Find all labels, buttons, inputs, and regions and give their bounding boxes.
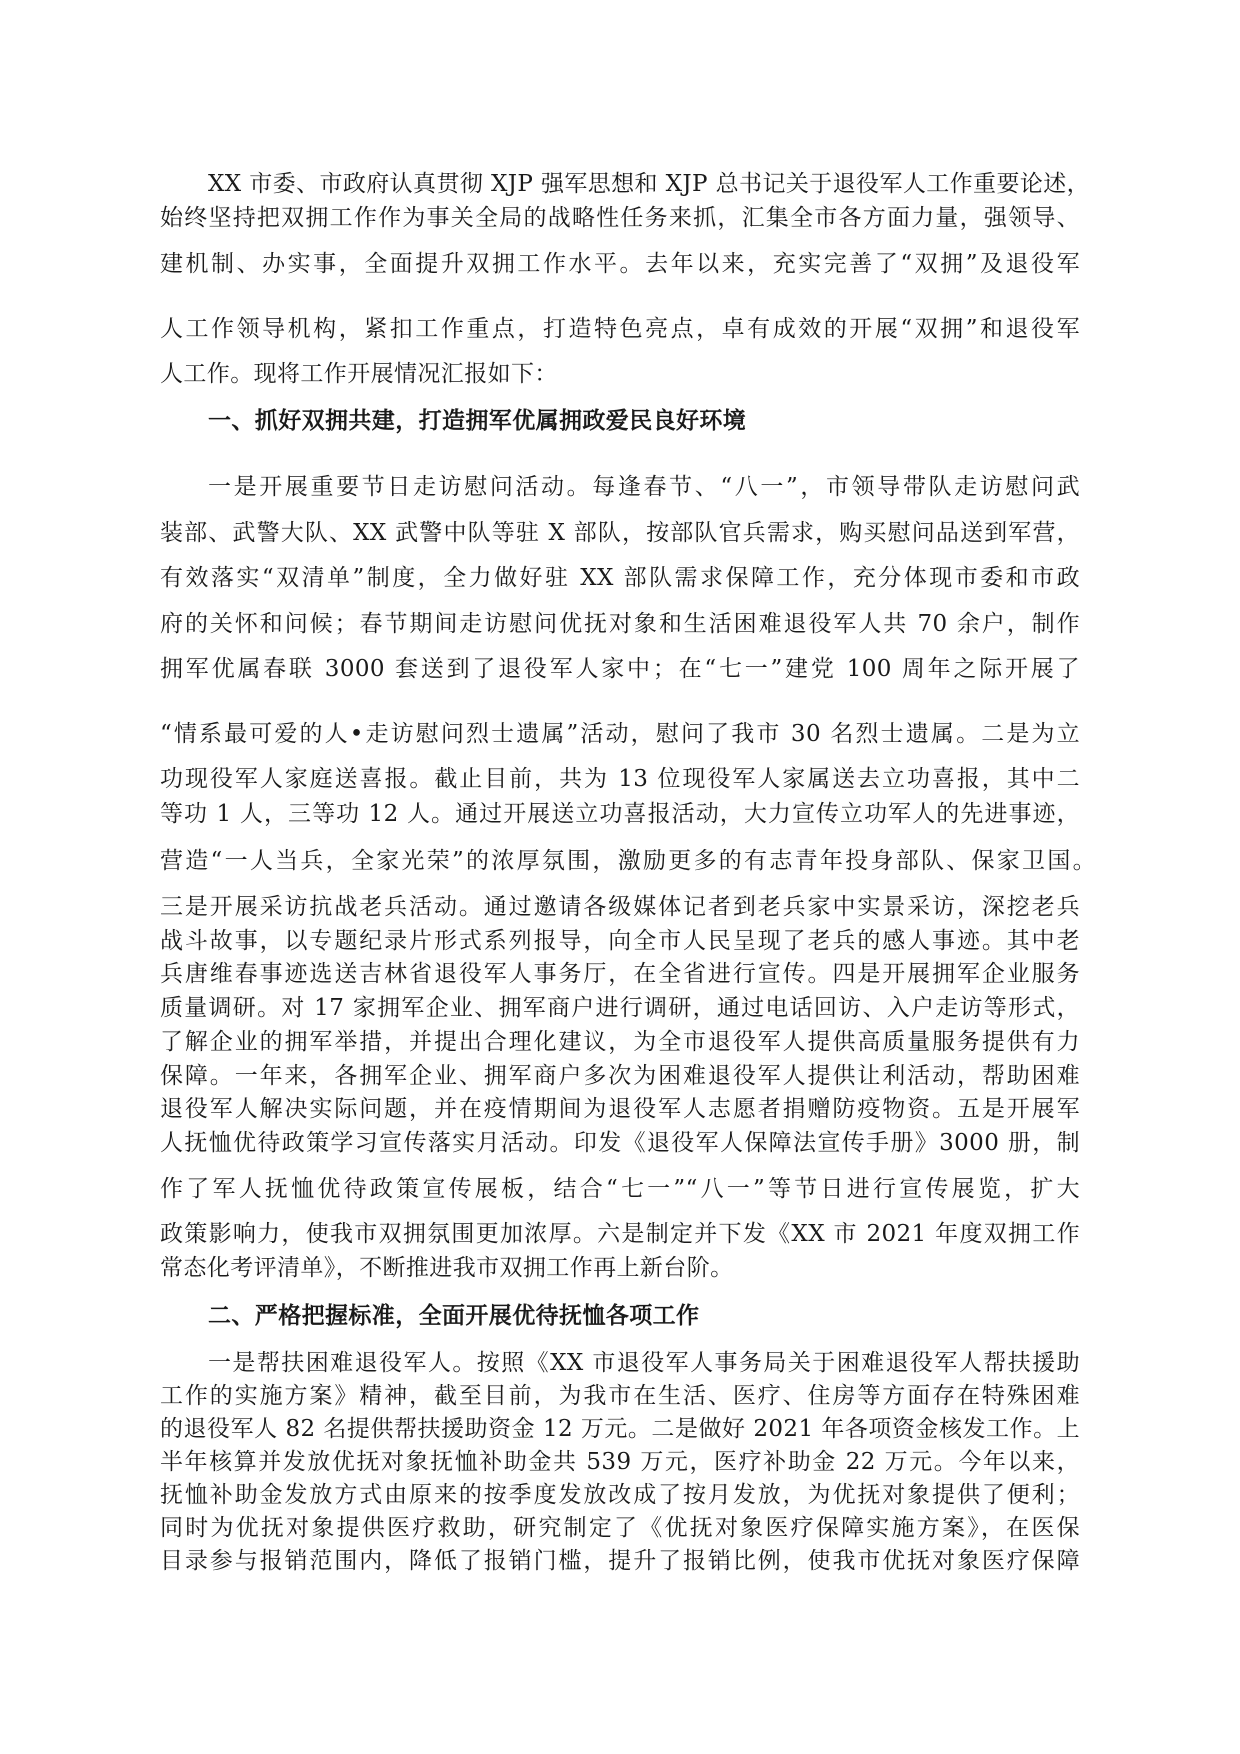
section-1-line: 装部、武警大队、XX 武警中队等驻 X 部队，按部队官兵需求，购买慰问品送到军营， [160,520,1080,546]
intro-line-1: XX 市委、市政府认真贯彻 XJP 强军思想和 XJP 总书记关于退役军人工作重要论述， [208,171,1091,197]
section-2-line: 半年核算并发放优抚对象抚恤补助金共 539 万元，医疗补助金 22 万元。今年以来， [160,1449,1080,1475]
section-1-line: 营造“一人当兵，全家光荣”的浓厚氛围，激励更多的有志青年投身部队、保家卫国。 [160,848,1096,874]
intro-line-3: 建机制、办实事，全面提升双拥工作水平。去年以来，充实完善了“双拥”及退役军 [160,251,1080,277]
section-1-heading: 一、抓好双拥共建，打造拥军优属拥政爱民良好环境 [208,407,747,434]
section-2-line: 同时为优抚对象提供医疗救助，研究制定了《优抚对象医疗保障实施方案》，在医保 [160,1515,1080,1541]
section-1-line: 了解企业的拥军举措，并提出合理化建议，为全市退役军人提供高质量服务提供有力 [160,1029,1080,1055]
section-1-line: “情系最可爱的人•走访慰问烈士遗属”活动，慰问了我市 30 名烈士遗属。二是为立 [160,721,1080,747]
section-1-line: 兵唐维春事迹选送吉林省退役军人事务厅，在全省进行宣传。四是开展拥军企业服务 [160,961,1080,987]
section-1-line: 政策影响力，使我市双拥氛围更加浓厚。六是制定并下发《XX 市 2021 年度双拥工作 [160,1221,1080,1247]
section-1-line: 保障。一年来，各拥军企业、拥军商户多次为困难退役军人提供让利活动，帮助困难 [160,1063,1080,1089]
section-1-line: 人抚恤优待政策学习宣传落实月活动。印发《退役军人保障法宣传手册》3000 册，制 [160,1130,1080,1156]
section-1-line: 拥军优属春联 3000 套送到了退役军人家中；在“七一”建党 100 周年之际开展了 [160,656,1080,682]
section-1-line: 战斗故事，以专题纪录片形式系列报导，向全市人民呈现了老兵的感人事迹。其中老 [160,928,1080,954]
section-1-line: 作了军人抚恤优待政策宣传展板，结合“七一”“八一”等节日进行宣传展览，扩大 [160,1176,1080,1202]
section-1-line: 质量调研。对 17 家拥军企业、拥军商户进行调研，通过电话回访、入户走访等形式， [160,995,1080,1021]
intro-line-2: 始终坚持把双拥工作作为事关全局的战略性任务来抓，汇集全市各方面力量，强领导、 [160,205,1080,231]
section-2-line: 工作的实施方案》精神，截至目前，为我市在生活、医疗、住房等方面存在特殊困难 [160,1383,1080,1409]
section-2-line: 目录参与报销范围内，降低了报销门槛，提升了报销比例，使我市优抚对象医疗保障 [160,1548,1080,1574]
section-2-line: 一是帮扶困难退役军人。按照《XX 市退役军人事务局关于困难退役军人帮扶援助 [208,1350,1080,1376]
section-1-line: 府的关怀和问候；春节期间走访慰问优抚对象和生活困难退役军人共 70 余户，制作 [160,611,1080,637]
section-1-line: 退役军人解决实际问题，并在疫情期间为退役军人志愿者捐赠防疫物资。五是开展军 [160,1096,1080,1122]
section-1-line: 等功 1 人，三等功 12 人。通过开展送立功喜报活动，大力宣传立功军人的先进事迹， [160,801,1080,827]
section-2-heading: 二、严格把握标准，全面开展优待抚恤各项工作 [208,1302,700,1329]
intro-line-5: 人工作。现将工作开展情况汇报如下： [160,361,558,387]
section-1-line: 功现役军人家庭送喜报。截止目前，共为 13 位现役军人家属送去立功喜报，其中二 [160,766,1080,792]
section-1-line: 三是开展采访抗战老兵活动。通过邀请各级媒体记者到老兵家中实景采访，深挖老兵 [160,894,1080,920]
section-1-line: 常态化考评清单》，不断推进我市双拥工作再上新台阶。 [160,1255,734,1281]
section-1-line: 一是开展重要节日走访慰问活动。每逢春节、“八一”，市领导带队走访慰问武 [208,474,1080,500]
intro-line-4: 人工作领导机构，紧扣工作重点，打造特色亮点，卓有成效的开展“双拥”和退役军 [160,316,1080,342]
section-2-line: 的退役军人 82 名提供帮扶援助资金 12 万元。二是做好 2021 年各项资金核发工作。上 [160,1416,1080,1442]
section-2-line: 抚恤补助金发放方式由原来的按季度发放改成了按月发放，为优抚对象提供了便利； [160,1482,1080,1508]
section-1-line: 有效落实“双清单”制度，全力做好驻 XX 部队需求保障工作，充分体现市委和市政 [160,565,1080,591]
